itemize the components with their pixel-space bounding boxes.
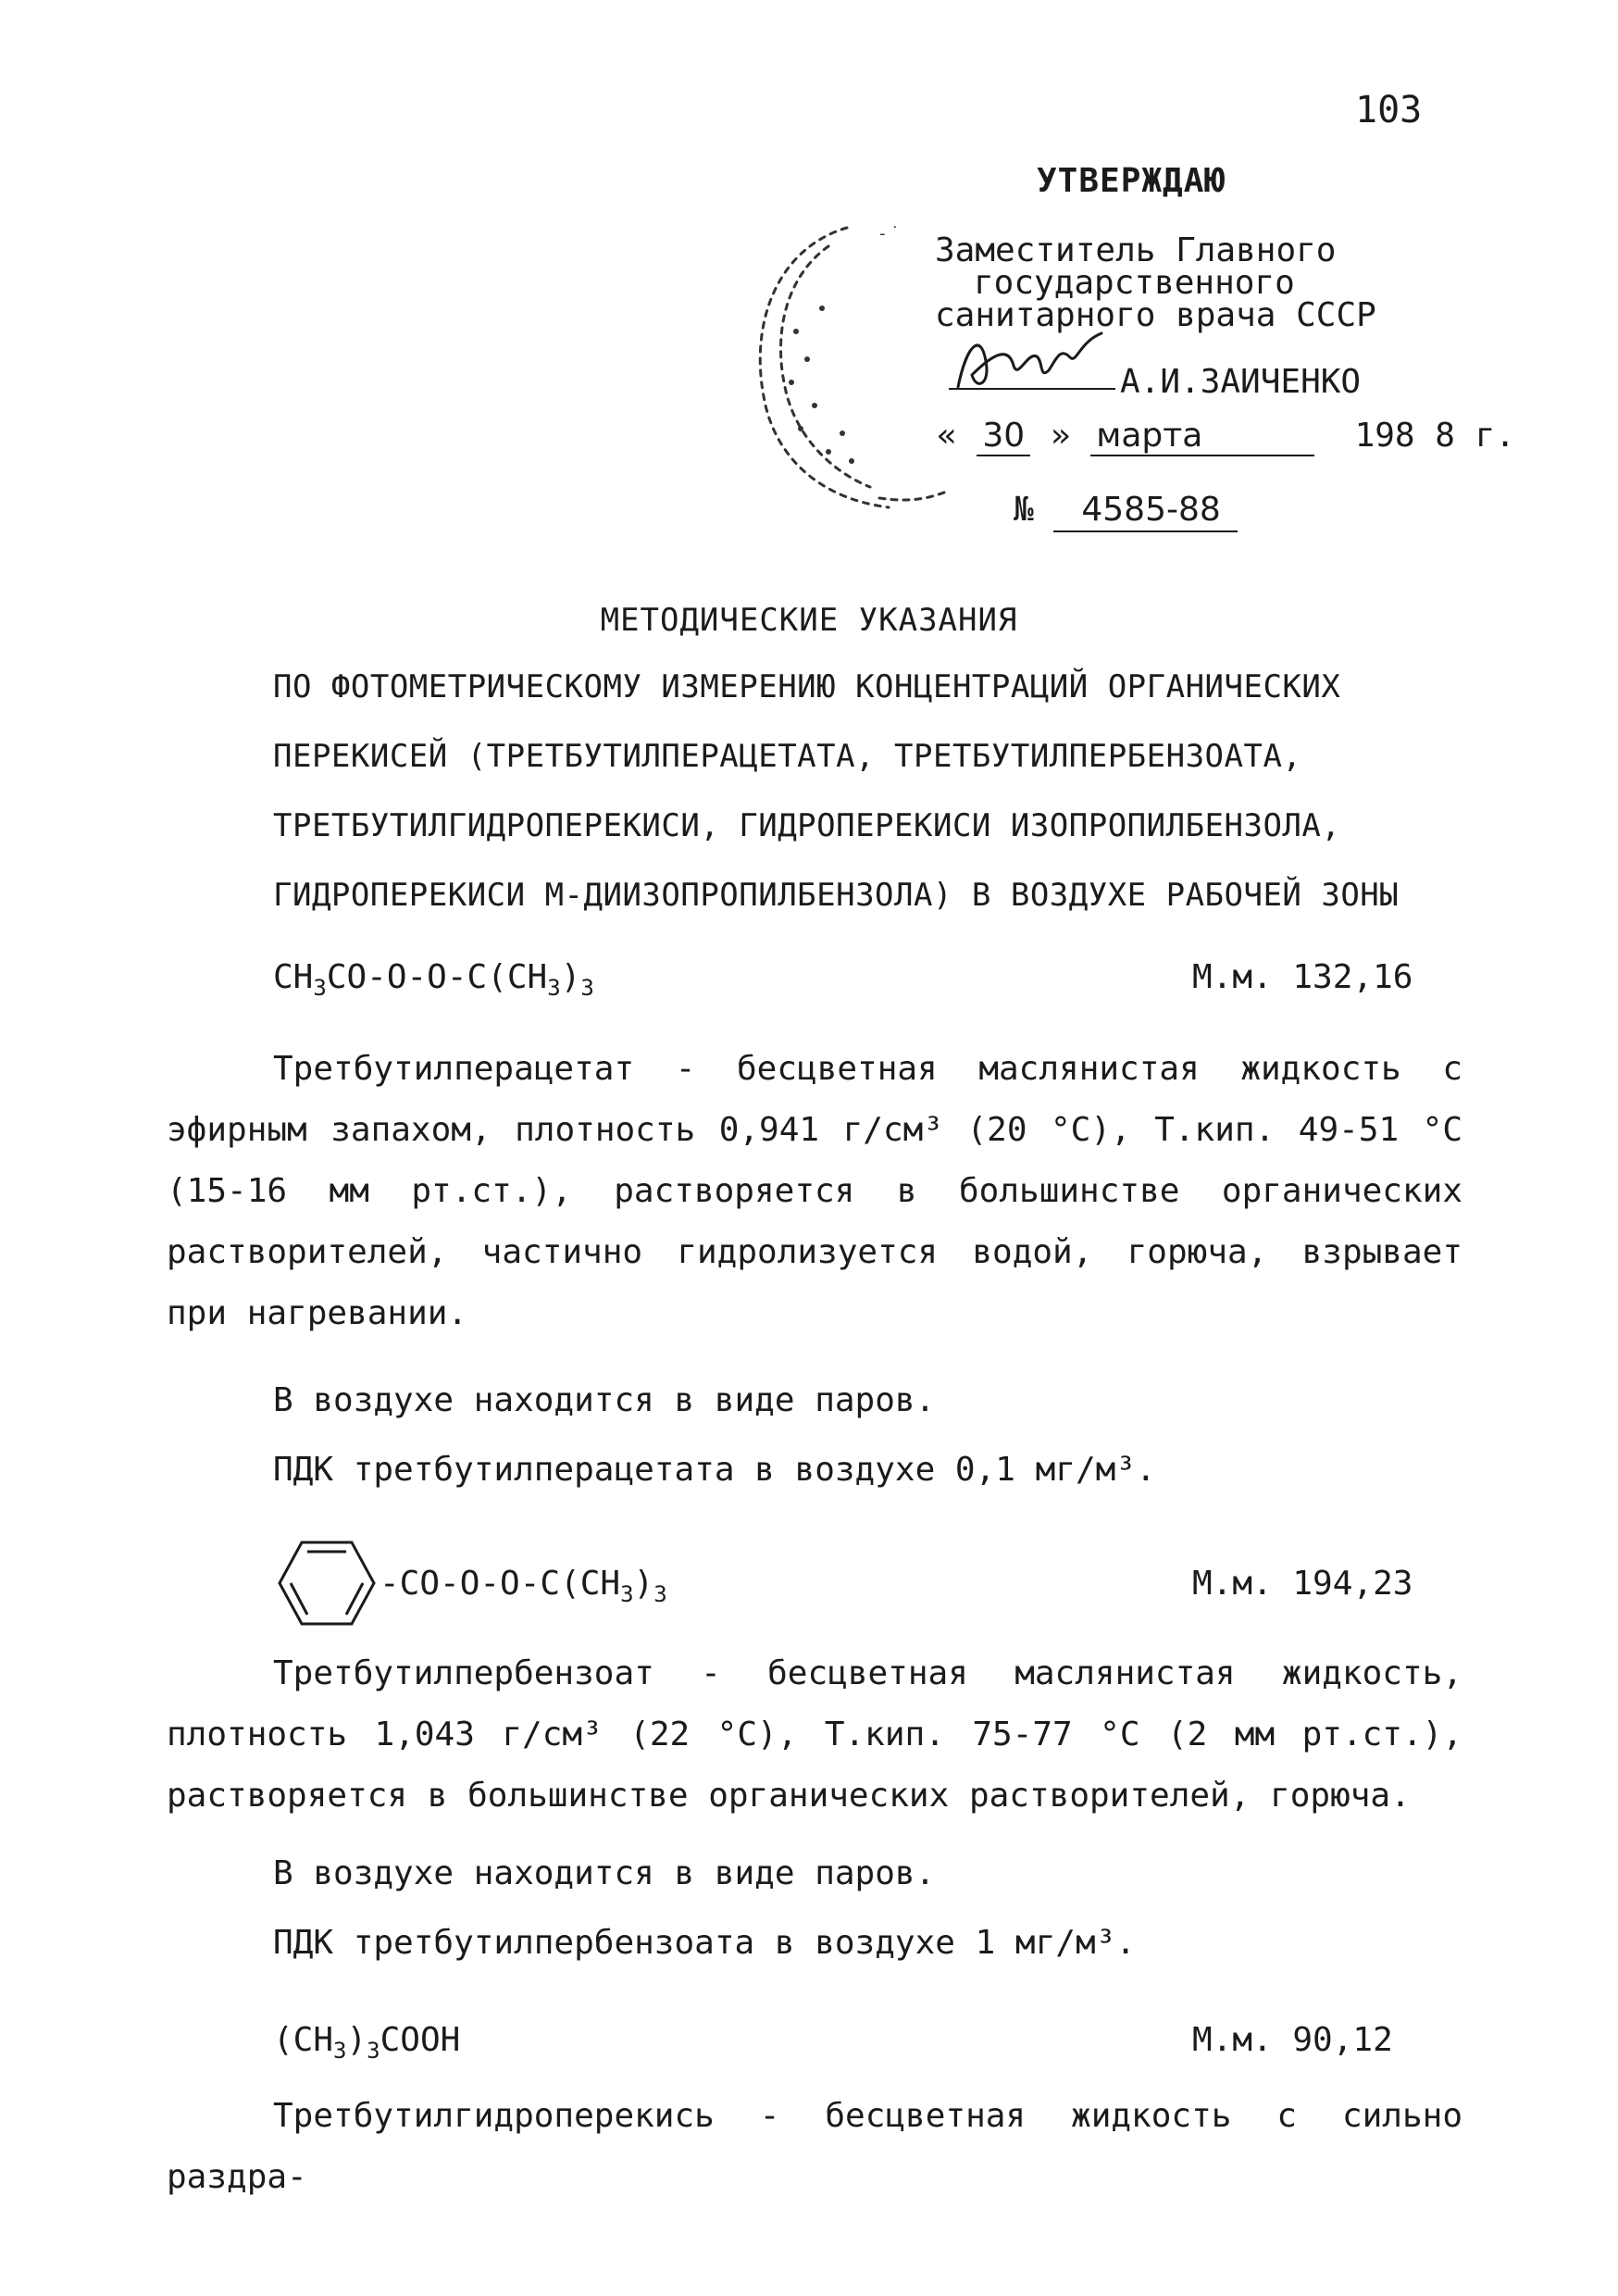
approval-position-line-2: государственного xyxy=(974,264,1295,302)
molecular-weight-1: М.м. 132,16 xyxy=(1192,958,1413,996)
date-day: 30 xyxy=(977,417,1030,456)
date-year: 198 8 г. xyxy=(1354,417,1515,455)
molecular-weight-3: М.м. 90,12 xyxy=(1192,2021,1393,2059)
formula-tert-butyl-peracetate: $CH_3CO-O-O-C(CH_3)_3$ xyxy=(273,958,594,1002)
official-stamp-icon xyxy=(741,220,953,526)
mac-text-2: ПДК третбутилпербензоата в воздухе 1 мг/м³. xyxy=(273,1924,1136,1962)
title-line-2: ПЕРЕКИСЕЙ (ТРЕТБУТИЛПЕРАЦЕТАТА, ТРЕТБУТИЛПЕРБЕНЗОАТА, xyxy=(273,738,1302,775)
approval-date: « 30 » марта 198 8 г. xyxy=(937,417,1515,455)
date-month: марта xyxy=(1090,417,1314,456)
order-number: 4585-88 xyxy=(1053,491,1237,532)
state-text-1: В воздухе находится в виде паров. xyxy=(273,1381,936,1419)
approval-heading: УТВЕРЖДАЮ xyxy=(1037,162,1226,200)
benzene-ring-icon xyxy=(276,1539,378,1628)
handwritten-signature-icon xyxy=(940,324,1125,407)
mac-text-1: ПДК третбутилперацетата в воздухе 0,1 мг/м³. xyxy=(273,1451,1156,1489)
title-line-4: ГИДРОПЕРЕКИСИ М-ДИИЗОПРОПИЛБЕНЗОЛА) В ВОЗДУХЕ РАБОЧЕЙ ЗОНЫ xyxy=(273,877,1400,914)
molecular-weight-2: М.м. 194,23 xyxy=(1192,1565,1413,1603)
description-paragraph-1: Третбутилперацетат - бесцветная маслянистая жидкость с эфирным запахом, плотность 0,941 г/см³ (20 °С), Т.кип. 49-51 °С (15-16 мм рт.ст.), растворяется в большинстве органических растворителей, частично гидролизуется водой, горюча, взрывает при нагревании. xyxy=(167,1050,1462,1332)
order-prefix: № xyxy=(1014,491,1034,529)
document-title: МЕТОДИЧЕСКИЕ УКАЗАНИЯ xyxy=(600,602,1018,639)
title-line-1: ПО ФОТОМЕТРИЧЕСКОМУ ИЗМЕРЕНИЮ КОНЦЕНТРАЦИЙ ОРГАНИЧЕСКИХ xyxy=(273,668,1341,705)
description-paragraph-2: Третбутилпербензоат - бесцветная маслянистая жидкость, плотность 1,043 г/см³ (22 °С), Т.кип. 75-77 °С (2 мм рт.ст.), растворяется в большинстве органических растворителей, горюча. xyxy=(167,1654,1462,1815)
state-text-2: В воздухе находится в виде паров. xyxy=(273,1854,936,1892)
approver-name: А.И.ЗАИЧЕНКО xyxy=(1120,363,1362,401)
order-number-row xyxy=(1014,491,1238,532)
formula-tert-butyl-hydroperoxide: $(CH_3)_3COOH$ xyxy=(273,2021,461,2065)
formula-tert-butyl-perbenzoate: $-CO-O-O-C(CH_3)_3$ xyxy=(380,1565,667,1608)
approval-position-line-3: санитарного врача СССР xyxy=(935,296,1376,334)
svg-text:- ˙: - ˙ xyxy=(879,224,900,243)
approval-position-line-1: Заместитель Главного xyxy=(935,231,1337,269)
page-number: 103 xyxy=(1355,89,1423,131)
description-paragraph-3: Третбутилгидроперекись - бесцветная жидкость с сильно раздра- xyxy=(167,2097,1462,2196)
title-line-3: ТРЕТБУТИЛГИДРОПЕРЕКИСИ, ГИДРОПЕРЕКИСИ ИЗОПРОПИЛБЕНЗОЛА, xyxy=(273,807,1341,844)
